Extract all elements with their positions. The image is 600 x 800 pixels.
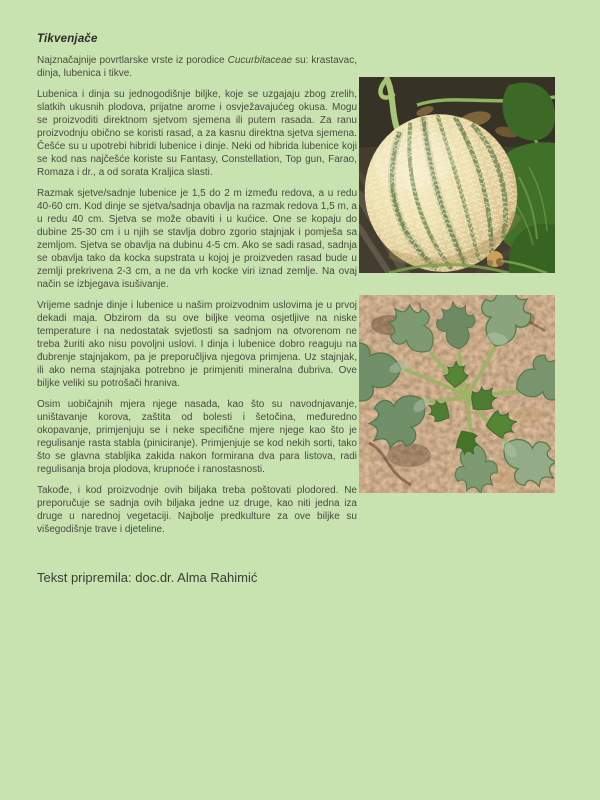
latin-family-name: Cucurbitaceae [227,55,293,66]
melon-photo [359,77,555,273]
paragraph-species: Lubenica i dinja su jednogodišnje biljke, koje se uzgajaju zbog zrelih, slatkih ukusnih plodova, prijatne arome i osvježavajućeg okusa. Mogu se proizvoditi direktnom sjetvom sjemena ili putem rasada. Za ranu proizvodnju obično se koristi rasad, a za kasnu direktna sjetva sjemena. Češće su u upotrebi hibridi lubenice i dinje. Neki od hibrida lubenice koji se kod nas najčešće koriste su Fantasy, Constellation, Top gun, Farao, Romaza i dr., a od sorata Kraljica slasti. [37,89,357,178]
paragraph-rotation: Takođe, i kod proizvodnje ovih biljaka treba poštovati plodored. Ne preporučuje se sadnja ovih biljaka jedne uz druge, kao niti jedna iza druge u narednoj vegetaciji. Najbolje predkulture za ove biljke su višegodišnje trave i djeteline. [37,485,357,535]
paragraph-spacing: Razmak sjetve/sadnje lubenice je 1,5 do 2 m između redova, a u redu 40-60 cm. Kod dinje se sjetva/sadnja obavlja na razmak redova 1,5 m, a u redu 40 cm. Sjetva se može obaviti i u kućice. One se kopaju do dubine 25-30 cm i u njih se stavlja dobro zgorio stajnjak i pomješa sa zemljom. Sjetva se obavlja na dubinu 4-5 cm. Ako se sadi rasad, sadnja se obavlja tako da kocka supstrata u kojoj je proizveden rasad bude u zemlji prekrivena 2-3 cm, a ne da vrh kocke viri iznad zemlje. Na ovaj način se izbjegava isušivanje. [37,188,357,290]
intro-text-before: Najznačajnije povrtlarske vrste iz porodice [37,55,228,66]
credit-line: Tekst pripremila: doc.dr. Alma Rahimić [37,570,258,585]
paragraph-planting-time: Vrijeme sadnje dinje i lubenice u našim proizvodnim uslovima je u prvoj dekadi maja. Obzirom da su ove biljke veoma osjetljive na niske temperature i na nedostatak svjetlosti sa sadnjom na otvorenom ne treba žuriti ako nisu povoljni uslovi. I dinja i lubenice dobro reaguju na đubrenje stajnjakom, pa je preporučljiva njegova primjena. Uz stajnjak, ili ako nema stajnjaka potrebno je primjeniti mineralna đubriva. Ove biljke veliki su potrošači hraniva. [37,300,357,389]
seedling-photo-illustration [359,295,555,493]
paragraph-care: Osim uobičajnih mjera njege nasada, kao što su navodnjavanje, uništavanje korova, zaštita od bolesti i šetočina, međuredno okopavanje, primjenjuju se i neke specifične mjere njege kao što je regulisanje rasta stabla (piniciranje). Primjenjuje se kod nekih sorti, tako što se glavna stabljika zakida nakon formirana dva para listova, radi regulisanja broja plodova, krupnoće i ranostasnosti. [37,399,357,475]
melon-photo-illustration [359,77,555,273]
article-text [37,54,357,544]
paragraph-intro [37,54,357,80]
page-title: Tikvenjače [37,33,98,45]
intro-text-after: su: krastavac, dinja, lubenica i tikve. [37,55,357,79]
watermelon-seedling-photo [359,295,555,493]
